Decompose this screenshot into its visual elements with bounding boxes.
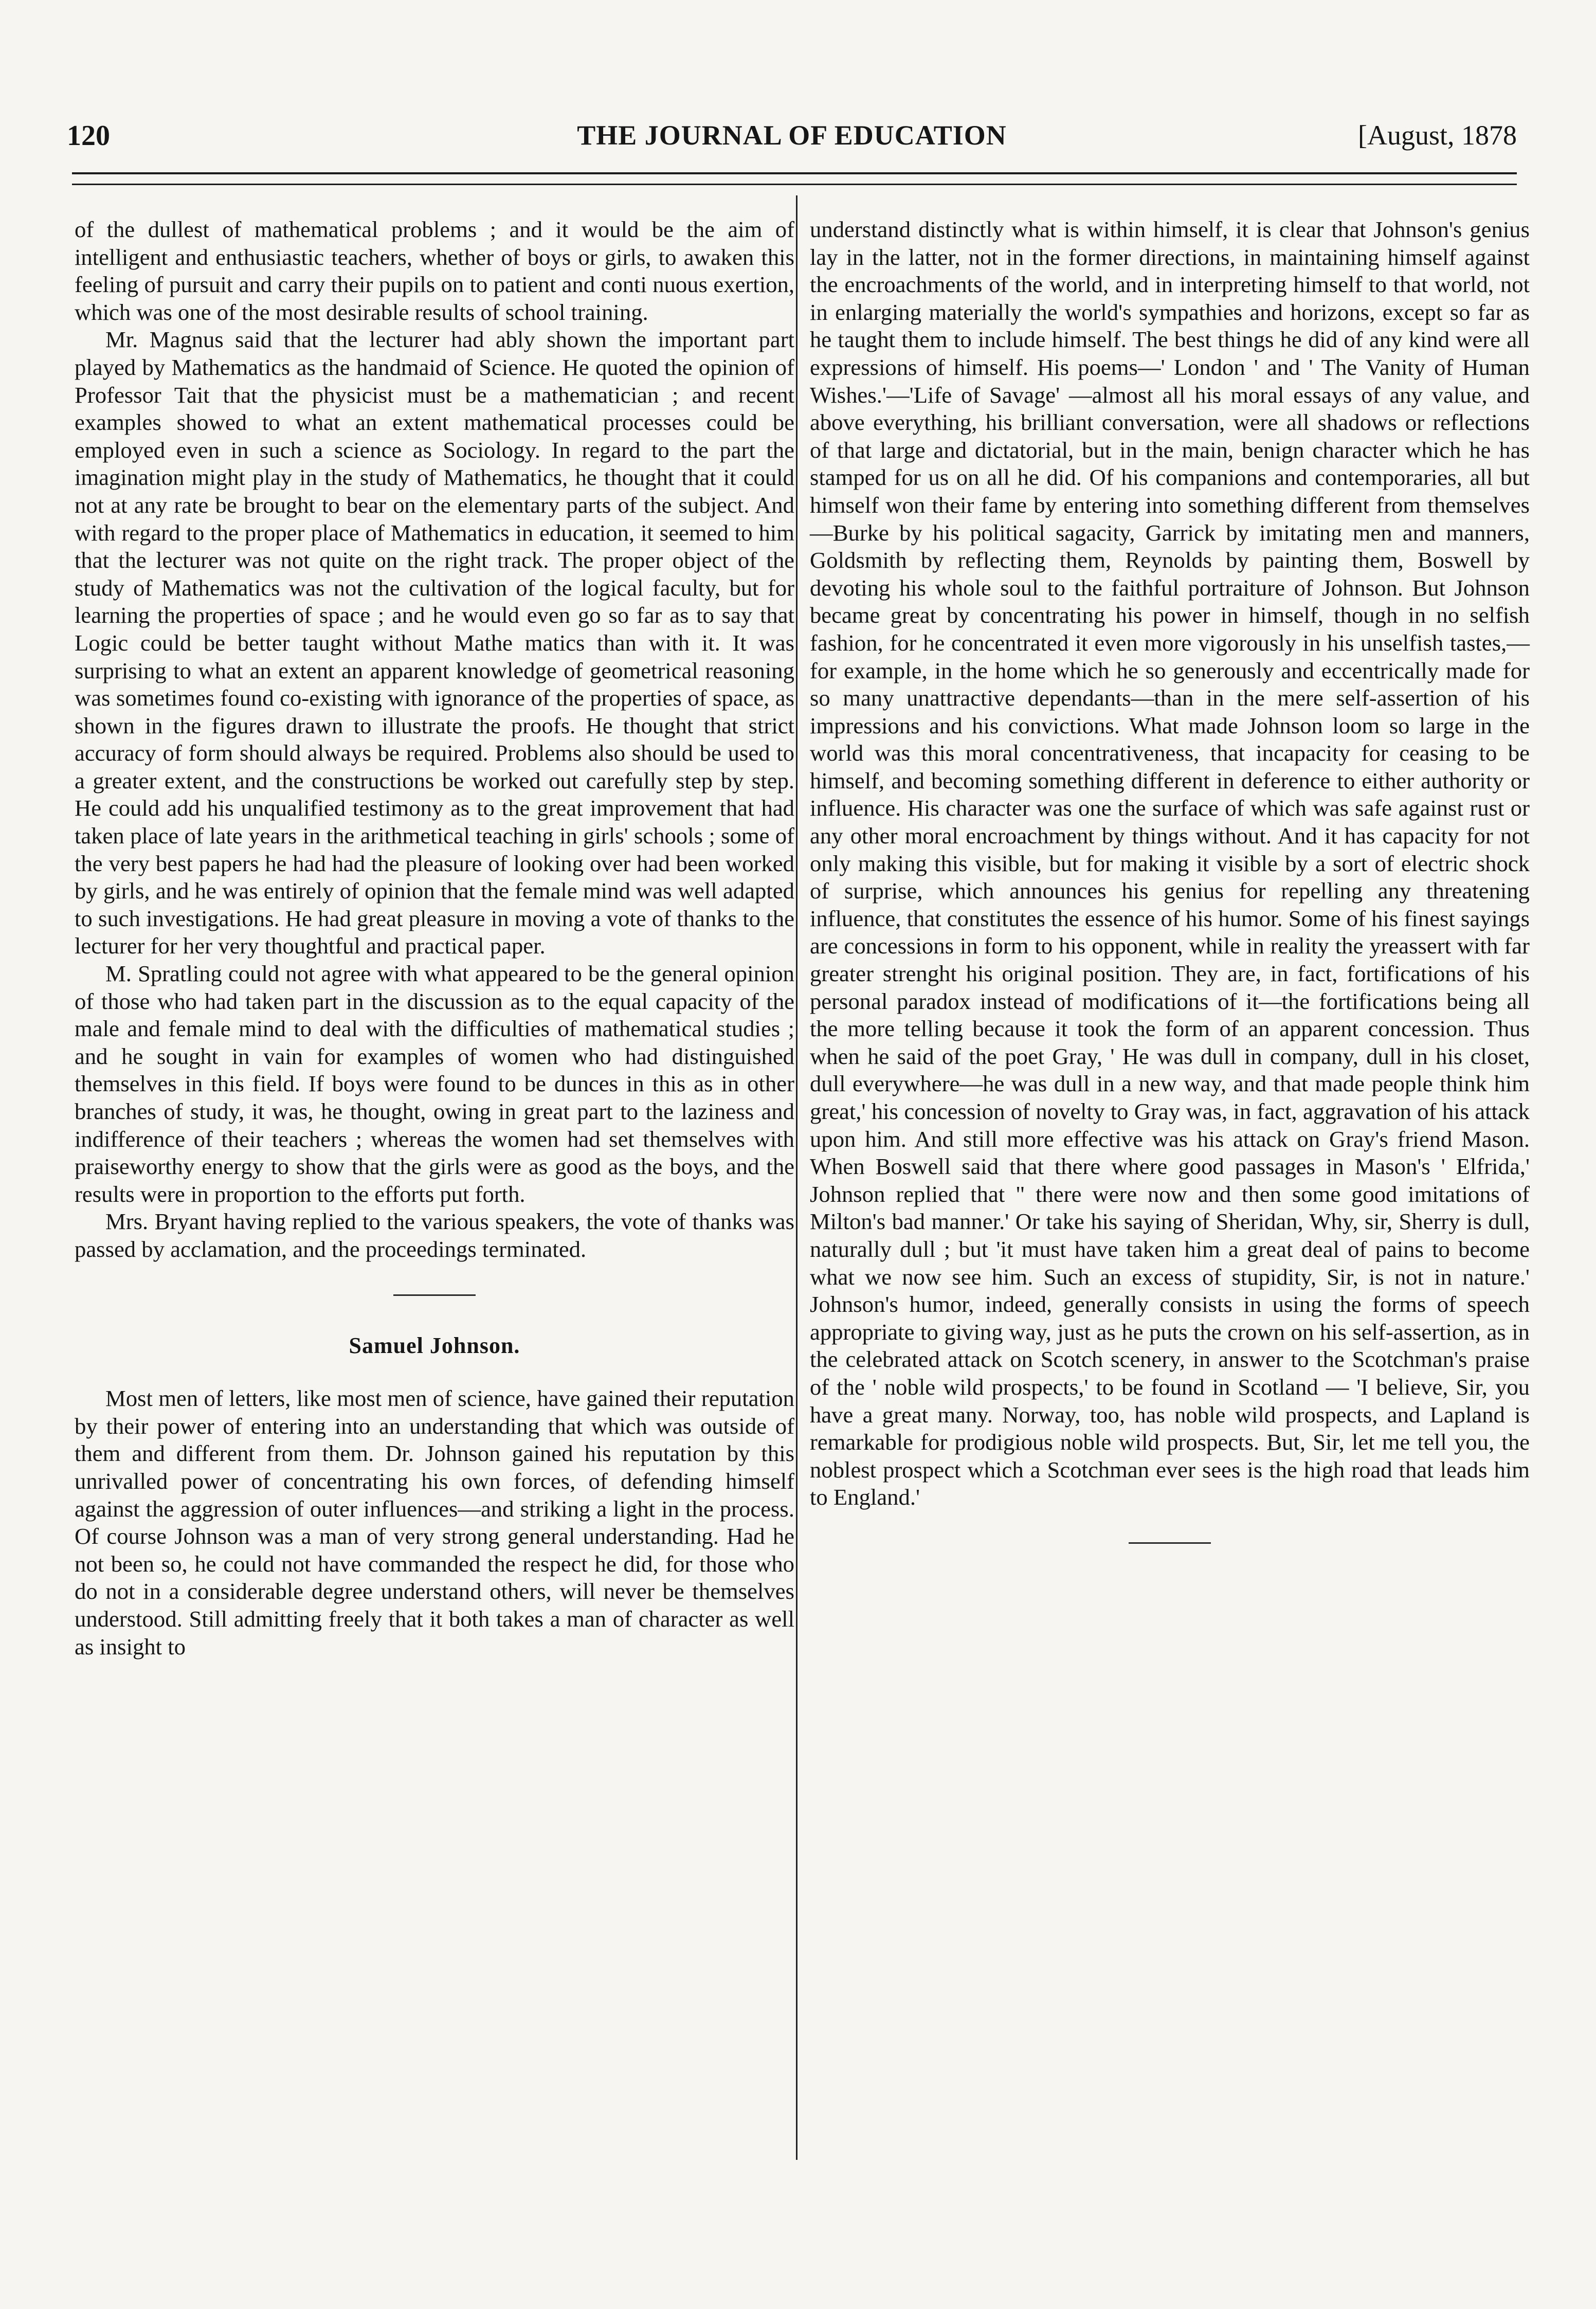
paragraph: Most men of letters, like most men of science, have gained their reputation by their power of entering into an understanding that which was outside of them and different from them. Dr. Johnson gained his reputation by this unrivalled power of concentrating his own forces, of defending himself against the aggression of outer influences—and striking a light in the process. Of course Johnson was a man of very strong general understanding. Had he not been so, he could not have commanded the respect he did, for those who do not in a considerable degree understand others, will never be themselves understood. Still admitting freely that it both takes a man of character as well as insight to <box>75 1385 794 1659</box>
header-rule-bottom <box>72 184 1517 185</box>
paragraph: M. Spratling could not agree with what appeared to be the general opinion of those who had taken part in the discussion as to the equal capacity of the male and female mind to deal with the difficulties of mathematical studies ; and he sought in vain for examples of women who had distinguished themselves in this field. If boys were found to be dunces in this as in other branches of study, it was, he thought, owing in great part to the laziness and indifference of their teachers ; whereas the women had set themselves with praiseworthy energy to show that the girls were as good as the boys, and the results were in proportion to the efforts put forth. <box>75 961 794 1207</box>
paragraph: of the dullest of mathematical problems ; and it would be the aim of intelligent and enthusiastic teachers, whether of boys or girls, to awaken this feeling of pursuit and carry their pupils on to patient and conti nuous exertion, which was one of the most desirable results of school training. <box>75 217 794 325</box>
paragraph: Mrs. Bryant having replied to the various speakers, the vote of thanks was passed by acclamation, and the proceedings terminated. <box>75 1208 794 1262</box>
paragraph: Mr. Magnus said that the lecturer had ably shown the important part played by Mathematics as the handmaid of Science. He quoted the opinion of Professor Tait that the physicist must be a mathematician ; and recent examples showed to what an extent mathematical processes could be employed even in such a science as Sociology. In regard to the part the imagination might play in the study of Mathematics, he thought that it could not at any rate be brought to bear on the elementary parts of the subject. And with regard to the proper place of Mathematics in education, it seemed to him that the lecturer was not quite on the right track. The proper object of the study of Mathematics was not the cultivation of the logical faculty, but for learning the properties of space ; and he would even go so far as to say that Logic could be better taught without Mathe matics than with it. It was surprising to what an extent an apparent knowledge of geometrical reasoning was sometimes found co-existing with ignorance of the properties of space, as shown in the figures drawn to illustrate the proofs. He thought that strict accuracy of form should always be required. Problems also should be used to a greater extent, and the constructions be worked out carefully step by step. He could add his unqualified testimony as to the great improvement that had taken place of late years in the arithmetical teaching in girls' schools ; some of the very best papers he had had the pleasure of looking over had been worked by girls, and he was entirely of opinion that the female mind was well adapted to such investigations. He had great pleasure in moving a vote of thanks to the lecturer for her very thoughtful and practical paper. <box>75 327 794 959</box>
section-divider <box>393 1294 476 1296</box>
right-column <box>810 216 1530 1580</box>
journal-title: THE JOURNAL OF EDUCATION <box>577 120 1007 151</box>
issue-date: [August, 1878 <box>1358 120 1517 151</box>
article-end-rule <box>1129 1542 1211 1544</box>
header-rule-top <box>72 172 1517 174</box>
page-header <box>67 119 1517 160</box>
paragraph: understand distinctly what is within himself, it is clear that Johnson's genius lay in the latter, not in the former directions, in maintaining himself against the encroachments of the world, and in interpreting himself to that world, not in enlarging materially the world's sympathies and horizons, except so far as he taught them to include himself. The best things he did of any kind were all expressions of himself. His poems—' London ' and ' The Vanity of Human Wishes.'—'Life of Savage' —almost all his moral essays of any value, and above everything, his brilliant conversation, were all shadows or reflections of that large and dictatorial, but in the main, benign character which he has stamped for us on all he did. Of his companions and contemporaries, all but himself won their fame by entering into something different from themselves—Burke by his political sagacity, Garrick by imitating men and manners, Goldsmith by reflecting them, Reynolds by painting them, Boswell by devoting his whole soul to the faithful portraiture of Johnson. But Johnson became great by concentrating his power in himself, though in no selfish fashion, for he concentrated it even more vigorously in his unselfish tastes,—for example, in the home which he so generously and eccentrically made for so many unattractive dependants—than in the mere self-assertion of his impressions and his convictions. What made Johnson loom so large in the world was this moral concentrativeness, that incapacity for ceasing to be himself, and becoming something different in deference to either authority or influence. His character was one the surface of which was safe against rust or any other moral encroachment by things without. And it has capacity for not only making this visible, but for making it visible by a sort of electric shock of surprise, which announces his genius for repelling any threatening influence, that constitutes the essence of his humor. Some of his finest sayings are concessions in form to his opponent, while in reality the yreassert with far greater strenght his original position. They are, in fact, fortifications of his personal paradox instead of modifications of it—the fortifications being all the more telling because it took the form of an apparent concession. Thus when he said of the poet Gray, ' He was dull in company, dull in his closet, dull everywhere—he was dull in a new way, and that made people think him great,' his concession of novelty to Gray was, in fact, aggravation of his attack upon him. And still more effective was his attack on Gray's friend Mason. When Boswell said that there where good passages in Mason's ' Elfrida,' Johnson replied that " there were now and then some good imitations of Milton's bad manner.' Or take his saying of Sheridan, Why, sir, Sherry is dull, naturally dull ; but 'it must have taken him a great deal of pains to become what we now see him. Such an excess of stupidity, Sir, is not in nature.' Johnson's humor, indeed, generally consists in using the forms of speech appropriate to giving way, just as he puts the crown on his self-assertion, as in the celebrated attack on Scotch scenery, in answer to the Scotchman's praise of the ' noble wild prospects,' to be found in Scotland — 'I believe, Sir, you have a great many. Norway, too, has noble wild prospects, and Lapland is remarkable for prodigious noble wild prospects. But, Sir, let me tell you, the noblest prospect which a Scotchman ever sees is the high road that leads him to England.' <box>810 217 1530 1510</box>
column-divider <box>796 195 797 2160</box>
section-heading: Samuel Johnson. <box>349 1332 520 1358</box>
page-number: 120 <box>67 120 110 152</box>
left-column <box>75 216 794 1661</box>
